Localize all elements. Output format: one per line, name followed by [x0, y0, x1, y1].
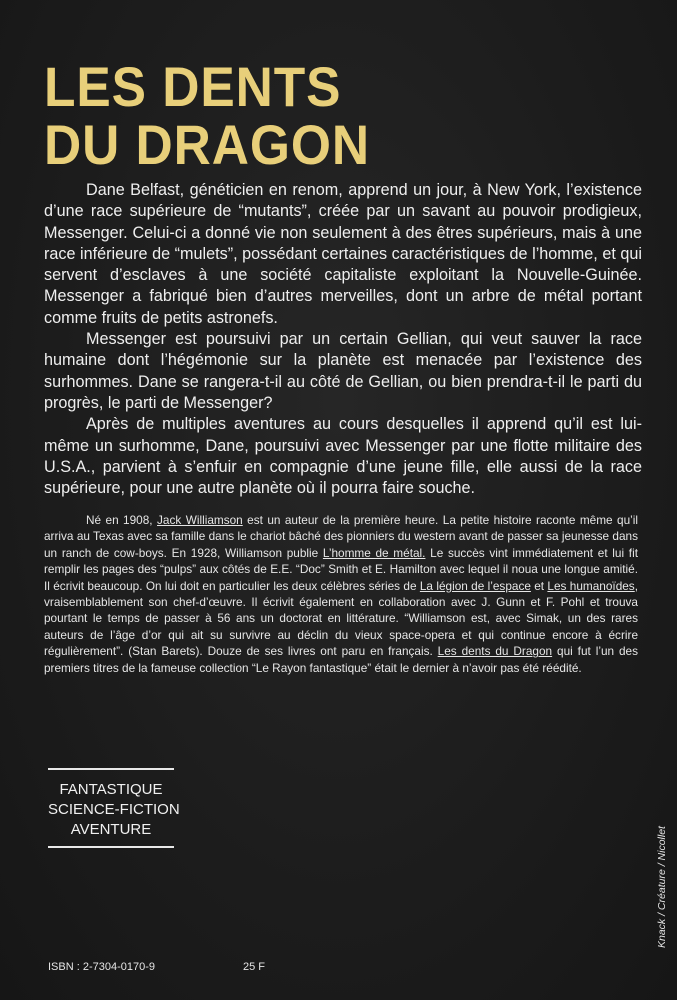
author-name: Jack Williamson [157, 513, 243, 527]
book-reference: Les dents du Dragon [437, 644, 553, 659]
genre-box [48, 768, 180, 848]
cover-credit: Knack / Créature / Nicollet [656, 826, 668, 948]
title-line-1: LES DENTS [44, 55, 342, 118]
synopsis-paragraph: Dane Belfast, généticien en renom, apprend un jour, à New York, l’existence d’une race supérieure de “mutants”, créée par un savant au pouvoir prodigieux, Messenger. Celui-ci a donné vie non seulement à des êtres supérieurs, mais à une race inférieure de “mulets”, possédant certaines caractéristiques de l’homme, et qui servent d’esclaves à une société capitaliste exploitant la Nouvelle-Guinée. Messenger a fabriqué bien d’autres merveilles, dont un arbre de métal portant comme fruits de petits astronefs. [44, 181, 642, 327]
author-biography [44, 512, 638, 676]
isbn-number: ISBN : 2-7304-0170-9 [48, 961, 156, 973]
synopsis-paragraph: Après de multiples aventures au cours desquelles il apprend qu’il est lui-même un surhomme, Dane, poursuivi avec Messenger par une flotte militaire des U.S.A., parvient à s’enfuir en compagnie d’une jeune fille, elle aussi de la race supérieure, pour une autre planète où il pourra faire souche. [44, 415, 642, 498]
book-title [44, 55, 370, 176]
bio-text: Né en 1908, [86, 513, 158, 527]
synopsis [44, 180, 642, 499]
bio-text: qui fut l’un des premiers titres de la fameuse collection “Le Rayon fantastique” était le dernier à n’avoir pas été réédité. [44, 644, 638, 675]
book-reference: Les humanoïdes [547, 578, 635, 593]
price-label: 25 F [243, 961, 266, 973]
bio-text: Le succès vint immédiatement et lui fit remplir les pages des “pulps” aux côtés de E.E. “Doc” Smith et E. Hamilton avec lequel il noua une longue amitié. Il écrivit beaucoup. On lui doit en particulier les deux célèbres séries de [44, 545, 638, 593]
genre-label: AVENTURE [70, 821, 152, 838]
bio-text: et [530, 578, 548, 593]
bio-text: est un auteur de la première heure. La petite histoire raconte même qu’il arriva au Texas avec sa famille dans le chariot bâché des pionniers du western avant de passer sa jeunesse dans un ranch de cow-boys. En 1928, Williamson publie [44, 513, 639, 560]
book-reference: La légion de l’espace [419, 578, 531, 593]
genre-label: FANTASTIQUE [59, 781, 163, 798]
synopsis-paragraph: Messenger est poursuivi par un certain Gellian, qui veut sauver la race humaine dont l’hégémonie sur la planète est menacée par l’existence des surhommes. Dane se rangera-t-il au côté de Gellian, ou bien prendra-t-il le parti du progrès, le parti de Messenger? [44, 330, 642, 412]
title-line-2: DU DRAGON [44, 113, 370, 176]
genre-label: SCIENCE-FICTION [48, 801, 180, 818]
bio-text: , vraisemblablement son chef-d’œuvre. Il écrivit également en collaboration avec J. Gunn et F. Pohl et trouva pourtant le temps de passer à 56 ans un doctorat en littérature. “Williamson est, avec Simak, un des rares auteurs de l’âge d’or qui ait su survivre au déclin du vieux space-opera et qui continue encore à écrire régulièrement”. (Stan Barets). Douze de ses livres ont paru en français. [44, 578, 638, 659]
book-reference: L’homme de métal. [322, 545, 426, 560]
